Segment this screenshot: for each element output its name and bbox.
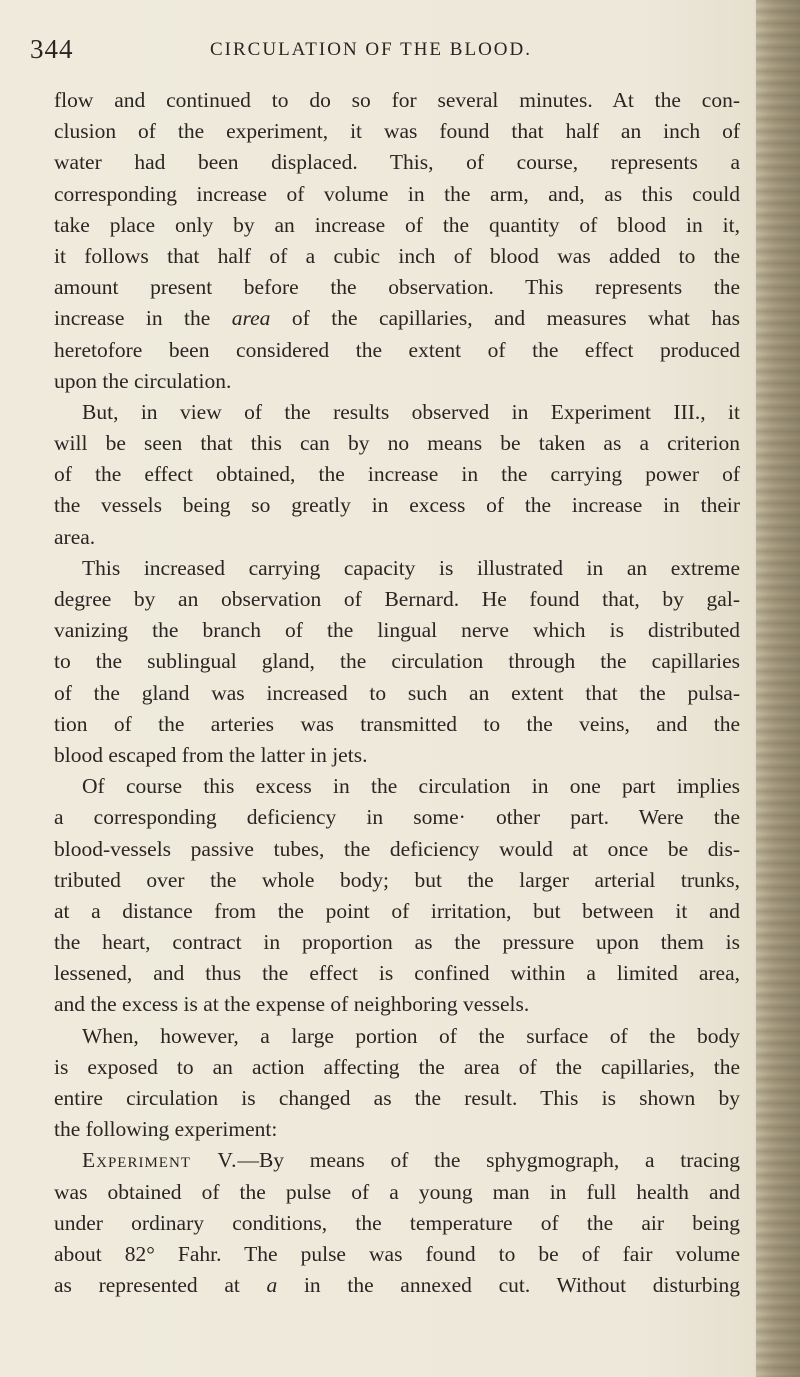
text-line: lessened, and thus the effect is confined within a limited area,	[54, 961, 740, 986]
text-line: under ordinary conditions, the temperature of the air being	[54, 1210, 740, 1235]
text-line: blood-vessels passive tubes, the deficiency would at once be dis-	[54, 836, 740, 861]
book-binding-edge	[756, 0, 800, 1377]
text-line: degree by an observation of Bernard. He found that, by gal-	[54, 587, 740, 611]
text-line: amount present before the observation. This represents the	[54, 275, 740, 300]
text-line: the vessels being so greatly in excess of the increase in their	[54, 493, 740, 518]
text-line: to the sublingual gland, the circulation through the capillaries	[54, 649, 740, 674]
text-line: vanizing the branch of the lingual nerve which is distributed	[54, 618, 740, 643]
text-line: at a distance from the point of irritation, but between it and	[54, 898, 740, 923]
text-line: blood escaped from the latter in jets.	[54, 742, 368, 767]
text-line: upon the circulation.	[54, 368, 232, 393]
text-line: about 82° Fahr. The pulse was found to be of fair volume	[54, 1241, 740, 1266]
text-line: it follows that half of a cubic inch of blood was added to the	[54, 243, 740, 268]
text-line: flow and continued to do so for several minutes. At the con-	[54, 88, 740, 112]
text-line: a corresponding deficiency in some· other part. Were the	[54, 805, 740, 830]
text-line: will be seen that this can by no means be taken as a criterion	[54, 431, 740, 456]
text-line: Of course this excess in the circulation in one part implies	[82, 774, 740, 799]
text-line: water had been displaced. This, of course, represents a	[54, 150, 740, 175]
text-line: tion of the arteries was transmitted to the veins, and the	[54, 711, 740, 736]
text-line: of the gland was increased to such an extent that the pulsa-	[54, 680, 740, 705]
experiment-line	[54, 1145, 740, 1176]
emphasis: a	[266, 1273, 278, 1298]
text-line: and the excess is at the expense of neighboring vessels.	[54, 992, 530, 1017]
text-line: the heart, contract in proportion as the pressure upon them is	[54, 930, 740, 955]
text-line: This increased carrying capacity is illustrated in an extreme	[82, 555, 740, 580]
text-line: area.	[54, 524, 96, 549]
text-line: heretofore been considered the extent of the effect produced	[54, 337, 740, 362]
running-title: CIRCULATION OF THE BLOOD.	[210, 39, 532, 60]
text-line: clusion of the experiment, it was found that half an inch of	[54, 119, 740, 144]
text-line: But, in view of the results observed in Experiment III., it	[82, 399, 740, 424]
text-line: When, however, a large portion of the surface of the body	[82, 1023, 740, 1048]
emphasis: area	[231, 306, 271, 331]
text-line: of the effect obtained, the increase in the carrying power of	[54, 462, 740, 487]
text-line: corresponding increase of volume in the arm, and, as this could	[54, 181, 740, 206]
text-line: increase in the area of the capillaries, and measures what has	[54, 306, 740, 331]
text-line: entire circulation is changed as the result. This is shown by	[54, 1086, 740, 1110]
experiment-text: —By means of the sphygmograph, a tracing	[237, 1148, 740, 1173]
experiment-label: Experiment V.	[82, 1148, 238, 1173]
text-line: the following experiment:	[54, 1117, 278, 1142]
text-line: take place only by an increase of the quantity of blood in it,	[54, 212, 740, 237]
text-line: as represented at a in the annexed cut. Without disturbing	[54, 1273, 740, 1298]
text-line: is exposed to an action affecting the area of the capillaries, the	[54, 1054, 740, 1079]
text-line: was obtained of the pulse of a young man in full health and	[54, 1179, 740, 1204]
text-line: tributed over the whole body; but the larger arterial trunks,	[54, 867, 740, 892]
page-number: 344	[30, 34, 74, 64]
body-text	[54, 85, 740, 1301]
page-header	[30, 34, 730, 74]
